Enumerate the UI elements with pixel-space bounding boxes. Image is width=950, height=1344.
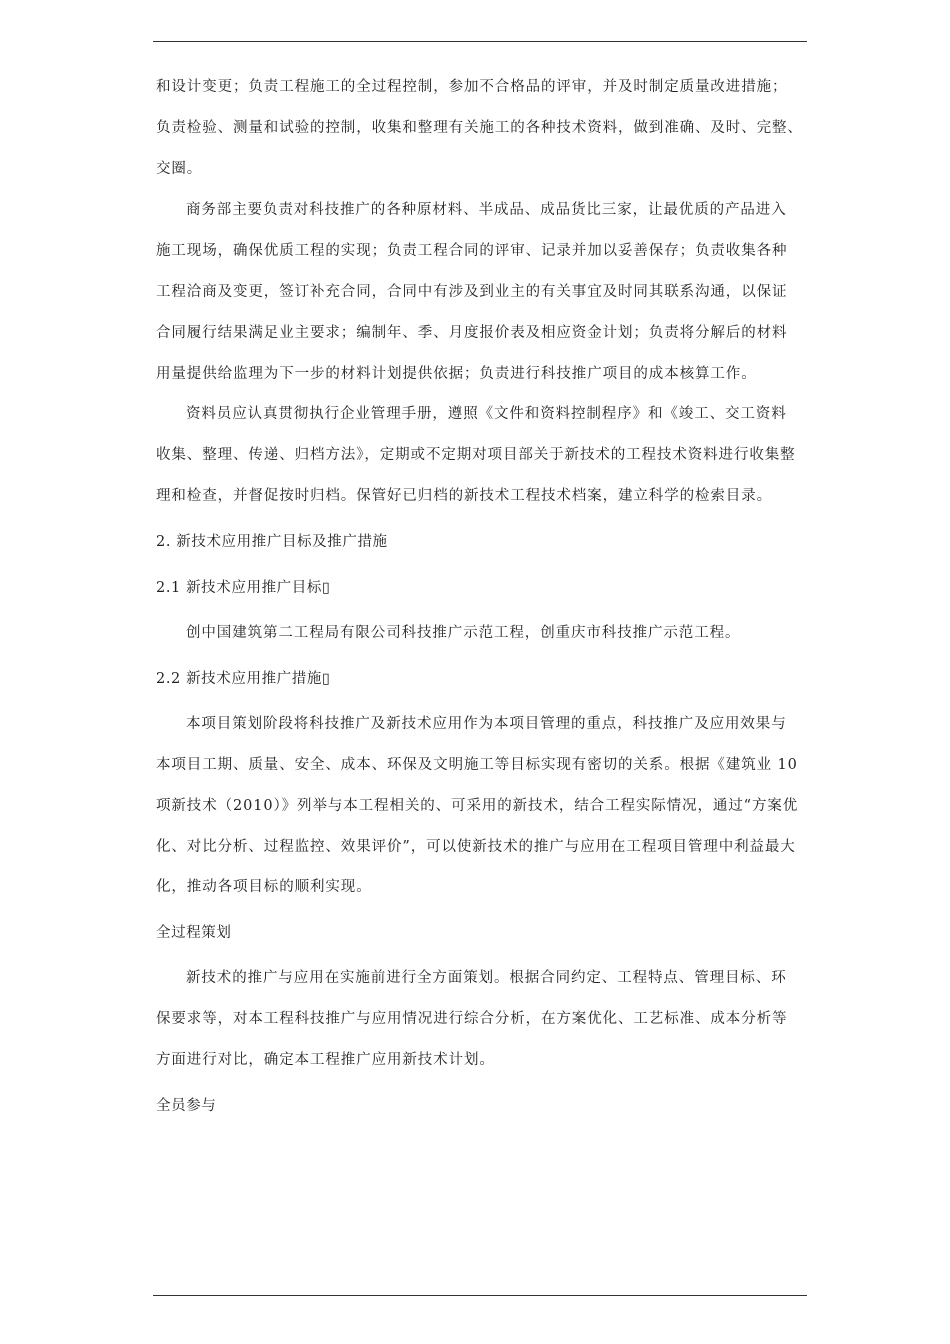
paragraph-first-line: 创中国建筑第二工程局有限公司科技推广示范工程，创重庆市科技推广示范工程。 bbox=[186, 625, 741, 641]
body-text-line: 本项目工期、质量、安全、成本、环保及文明施工等目标实现有密切的关系。根据《建筑业 10 bbox=[156, 757, 798, 773]
body-text-line: 和设计变更；负责工程施工的全过程控制，参加不合格品的评审，并及时制定质量改进措施； bbox=[156, 79, 788, 95]
body-text-line: 化、对比分析、过程监控、效果评价”，可以使新技术的推广与应用在工程项目管理中利益最大 bbox=[156, 839, 796, 855]
body-text-line: 收集、整理、传递、归档方法》，定期或不定期对项目部关于新技术的工程技术资料进行收集整 bbox=[156, 447, 796, 463]
body-text-line: 合同履行结果满足业主要求；编制年、季、月度报价表及相应资金计划；负责将分解后的材料 bbox=[156, 325, 788, 341]
body-text-line: 保要求等，对本工程科技推广与应用情况进行综合分析，在方案优化、工艺标准、成本分析等 bbox=[156, 1011, 788, 1027]
footer-rule bbox=[153, 1295, 807, 1296]
paragraph-first-line: 新技术的推广与应用在实施前进行全方面策划。根据合同约定、工程特点、管理目标、环 bbox=[186, 970, 787, 986]
body-text-line: 负责检验、测量和试验的控制，收集和整理有关施工的各种技术资料，做到准确、及时、完整、 bbox=[156, 120, 803, 136]
subsection-heading: 2.1 新技术应用推广目标▯ bbox=[156, 580, 331, 596]
body-text-line: 交圈。 bbox=[156, 161, 203, 177]
subsection-heading: 2.2 新技术应用推广措施▯ bbox=[156, 671, 331, 687]
paragraph-first-line: 资料员应认真贯彻执行企业管理手册，遵照《文件和资料控制程序》和《竣工、交工资料 bbox=[186, 406, 787, 422]
paragraph-first-line: 本项目策划阶段将科技推广及新技术应用作为本项目管理的重点，科技推广及应用效果与 bbox=[186, 716, 787, 732]
paragraph-first-line: 商务部主要负责对科技推广的各种原材料、半成品、成品货比三家，让最优质的产品进入 bbox=[186, 202, 787, 218]
section-heading: 2. 新技术应用推广目标及推广措施 bbox=[156, 534, 388, 550]
header-rule bbox=[153, 41, 807, 42]
body-text-line: 用量提供给监理为下一步的材料计划提供依据；负责进行科技推广项目的成本核算工作。 bbox=[156, 366, 757, 382]
minor-heading: 全过程策划 bbox=[156, 925, 232, 941]
body-text-line: 项新技术（2010）》列举与本工程相关的、可采用的新技术，结合工程实际情况，通过“方案优 bbox=[156, 798, 799, 814]
body-text-line: 理和检查，并督促按时归档。保管好已归档的新技术工程技术档案，建立科学的检索目录。 bbox=[156, 488, 772, 504]
body-text-line: 化，推动各项目标的顺利实现。 bbox=[156, 879, 372, 895]
body-text-line: 施工现场，确保优质工程的实现；负责工程合同的评审、记录并加以妥善保存；负责收集各种 bbox=[156, 243, 788, 259]
body-text-line: 工程洽商及变更，签订补充合同，合同中有涉及到业主的有关事宜及时同其联系沟通，以保证 bbox=[156, 284, 788, 300]
body-text-line: 方面进行对比，确定本工程推广应用新技术计划。 bbox=[156, 1052, 495, 1068]
minor-heading: 全员参与 bbox=[156, 1098, 217, 1114]
